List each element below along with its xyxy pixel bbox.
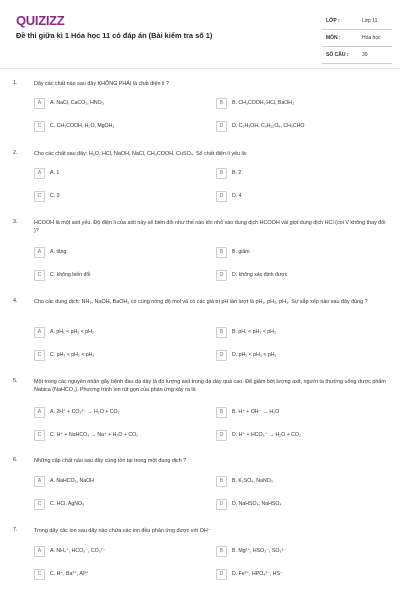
option-text: D. 4 [232,193,242,199]
option-text: B. K₂SO₄, NaNO₃ [232,478,273,484]
question-text: HCOOH là một axit yếu. Độ điện li của axit này sẽ biến đổi như thế nào khi nhỏ vào dung dịch HCOOH vài giọt dung dịch HCl (coi V không thay đổi )? [34,220,386,234]
option-letter-badge: C [34,191,45,202]
option-letter-badge: B [216,407,227,418]
option-letter-badge: C [34,270,45,281]
option-text: D. Fe³⁺, HPO₄²⁻, HS⁻ [232,571,283,577]
option-text: A. NH₄⁺, HCO₃⁻, CO₃²⁻ [50,548,106,554]
question-number: 2. [13,150,18,156]
option-letter-badge: A [34,327,45,338]
question-number: 4. [13,298,18,304]
option-text: B. giảm [232,249,250,255]
question-text: Cho các dung dịch: NH₃, NaOH, BaOH₂ có cùng nồng độ mol và có các giá trị pH lần lượt là pH₁, pH₂, pH₃. Sự sắp xếp nào sau đây đúng ? [34,299,368,305]
option-text: C. H⁺ + NaHCO₃ → Na⁺ + H₂O + CO₂ [50,432,139,438]
option-letter-badge: A [34,168,45,179]
meta-row-subject [322,30,392,47]
worksheet-meta [322,13,392,64]
option-letter-badge: A [34,407,45,418]
option-letter-badge: D [216,430,227,441]
option-text: B. H⁺ + OH⁻ → H₂O [232,409,280,415]
option-letter-badge: C [34,350,45,361]
option-text: A. NaHCO₃, NaOH [50,478,94,484]
option-letter-badge: C [34,430,45,441]
question-text: Cho các chất sau đây: H₂O, HCl, NaOH, NaCl, CH₃COOH, CuSO₄. Số chất điện li yếu là: [34,151,248,157]
option-letter-badge: D [216,350,227,361]
option-text: D. không xác định được [232,272,288,278]
option-text: A. 1 [50,170,60,176]
option-letter-badge: B [216,247,227,258]
option-text: D. NaHSO₄, NaHSO₄ [232,501,282,507]
option-letter-badge: C [34,121,45,132]
option-text: A. NaCl, CaCO₃, HNO₃ [50,100,104,106]
option-letter-badge: A [34,546,45,557]
meta-row-question-count [322,47,392,64]
question-text: Trong dãy các ion sau dãy nào chứa các ion đều phản ứng được với OH⁻ [34,528,211,534]
option-text: C. CH₃COOH, H₂O, MgOH₂ [50,123,115,129]
option-text: B. CH₃COOH, HCl, BaOH₂ [232,100,295,106]
option-text: D. C₆H₅OH, C₆H₁₂O₆, CH₃CHO [232,123,305,129]
option-text: C. không biến đổi [50,272,91,278]
option-letter-badge: D [216,270,227,281]
question-number: 1. [13,80,18,86]
option-letter-badge: A [34,247,45,258]
option-letter-badge: B [216,546,227,557]
option-letter-badge: D [216,499,227,510]
option-letter-badge: B [216,327,227,338]
worksheet-title: Đề thi giữa kì 1 Hóa học 11 có đáp án (Bài kiểm tra số 1) [16,31,213,40]
option-letter-badge: C [34,569,45,580]
meta-value: 30 [362,52,368,58]
option-letter-badge: D [216,191,227,202]
quizizz-logo: QUIZIZZ [16,13,65,28]
option-letter-badge: B [216,476,227,487]
question-text: Một trong các nguyên nhân gây bệnh đau dạ dày là do lượng axit trong dạ dày quá cao. Để giảm bớt lượng axit, người ta thường uống dược phẩm Nabica (NaHCO₃). Phương trình ion rút gọn của phản ứng xảy ra là [34,379,386,393]
option-text: B. Mg²⁺, HSO₃⁻, SO₃²⁻ [232,548,286,554]
option-text: A. pH₁ < pH₂ < pH₃ [50,329,94,335]
option-letter-badge: C [34,499,45,510]
option-text: C. 3 [50,193,60,199]
option-text: D. pH₂ < pH₃ < pH₁ [232,352,277,358]
option-letter-badge: D [216,121,227,132]
option-letter-badge: A [34,98,45,109]
option-text: D. H⁺ + HCO₃⁻ → H₂O + CO₂ [232,432,301,438]
meta-value: Hóa học [362,35,381,41]
option-letter-badge: D [216,569,227,580]
meta-label: MÔN : [326,35,341,41]
header-divider [0,68,400,69]
meta-row-class [322,13,392,30]
meta-label: LỚP : [326,18,340,24]
option-letter-badge: B [216,168,227,179]
option-text: A. tăng [50,249,67,255]
question-text: Dãy các chất nào sau đây KHÔNG PHẢI là chất điện li ? [34,81,169,87]
question-number: 7. [13,527,18,533]
meta-value: Lớp 11 [362,18,378,24]
option-letter-badge: B [216,98,227,109]
meta-label: SỐ CÂU : [326,52,349,58]
question-text: Những cặp chất nào sau đây cùng tồn tại trong một dung dịch ? [34,458,187,464]
option-text: C. H⁺, Ba²⁺, Al³⁺ [50,571,89,577]
page-header [0,0,400,64]
question-number: 3. [13,219,18,225]
option-letter-badge: A [34,476,45,487]
question-number: 5. [13,378,18,384]
question-number: 6. [13,457,18,463]
option-text: A. 2H⁺ + CO₃²⁻ → H₂O + CO₂ [50,409,120,415]
option-text: C. pH₃ < pH₂ < pH₁ [50,352,95,358]
option-text: C. HCl, AgNO₃ [50,501,85,507]
option-text: B. pH₁ < pH₃ < pH₂ [232,329,276,335]
option-text: B. 2 [232,170,242,176]
